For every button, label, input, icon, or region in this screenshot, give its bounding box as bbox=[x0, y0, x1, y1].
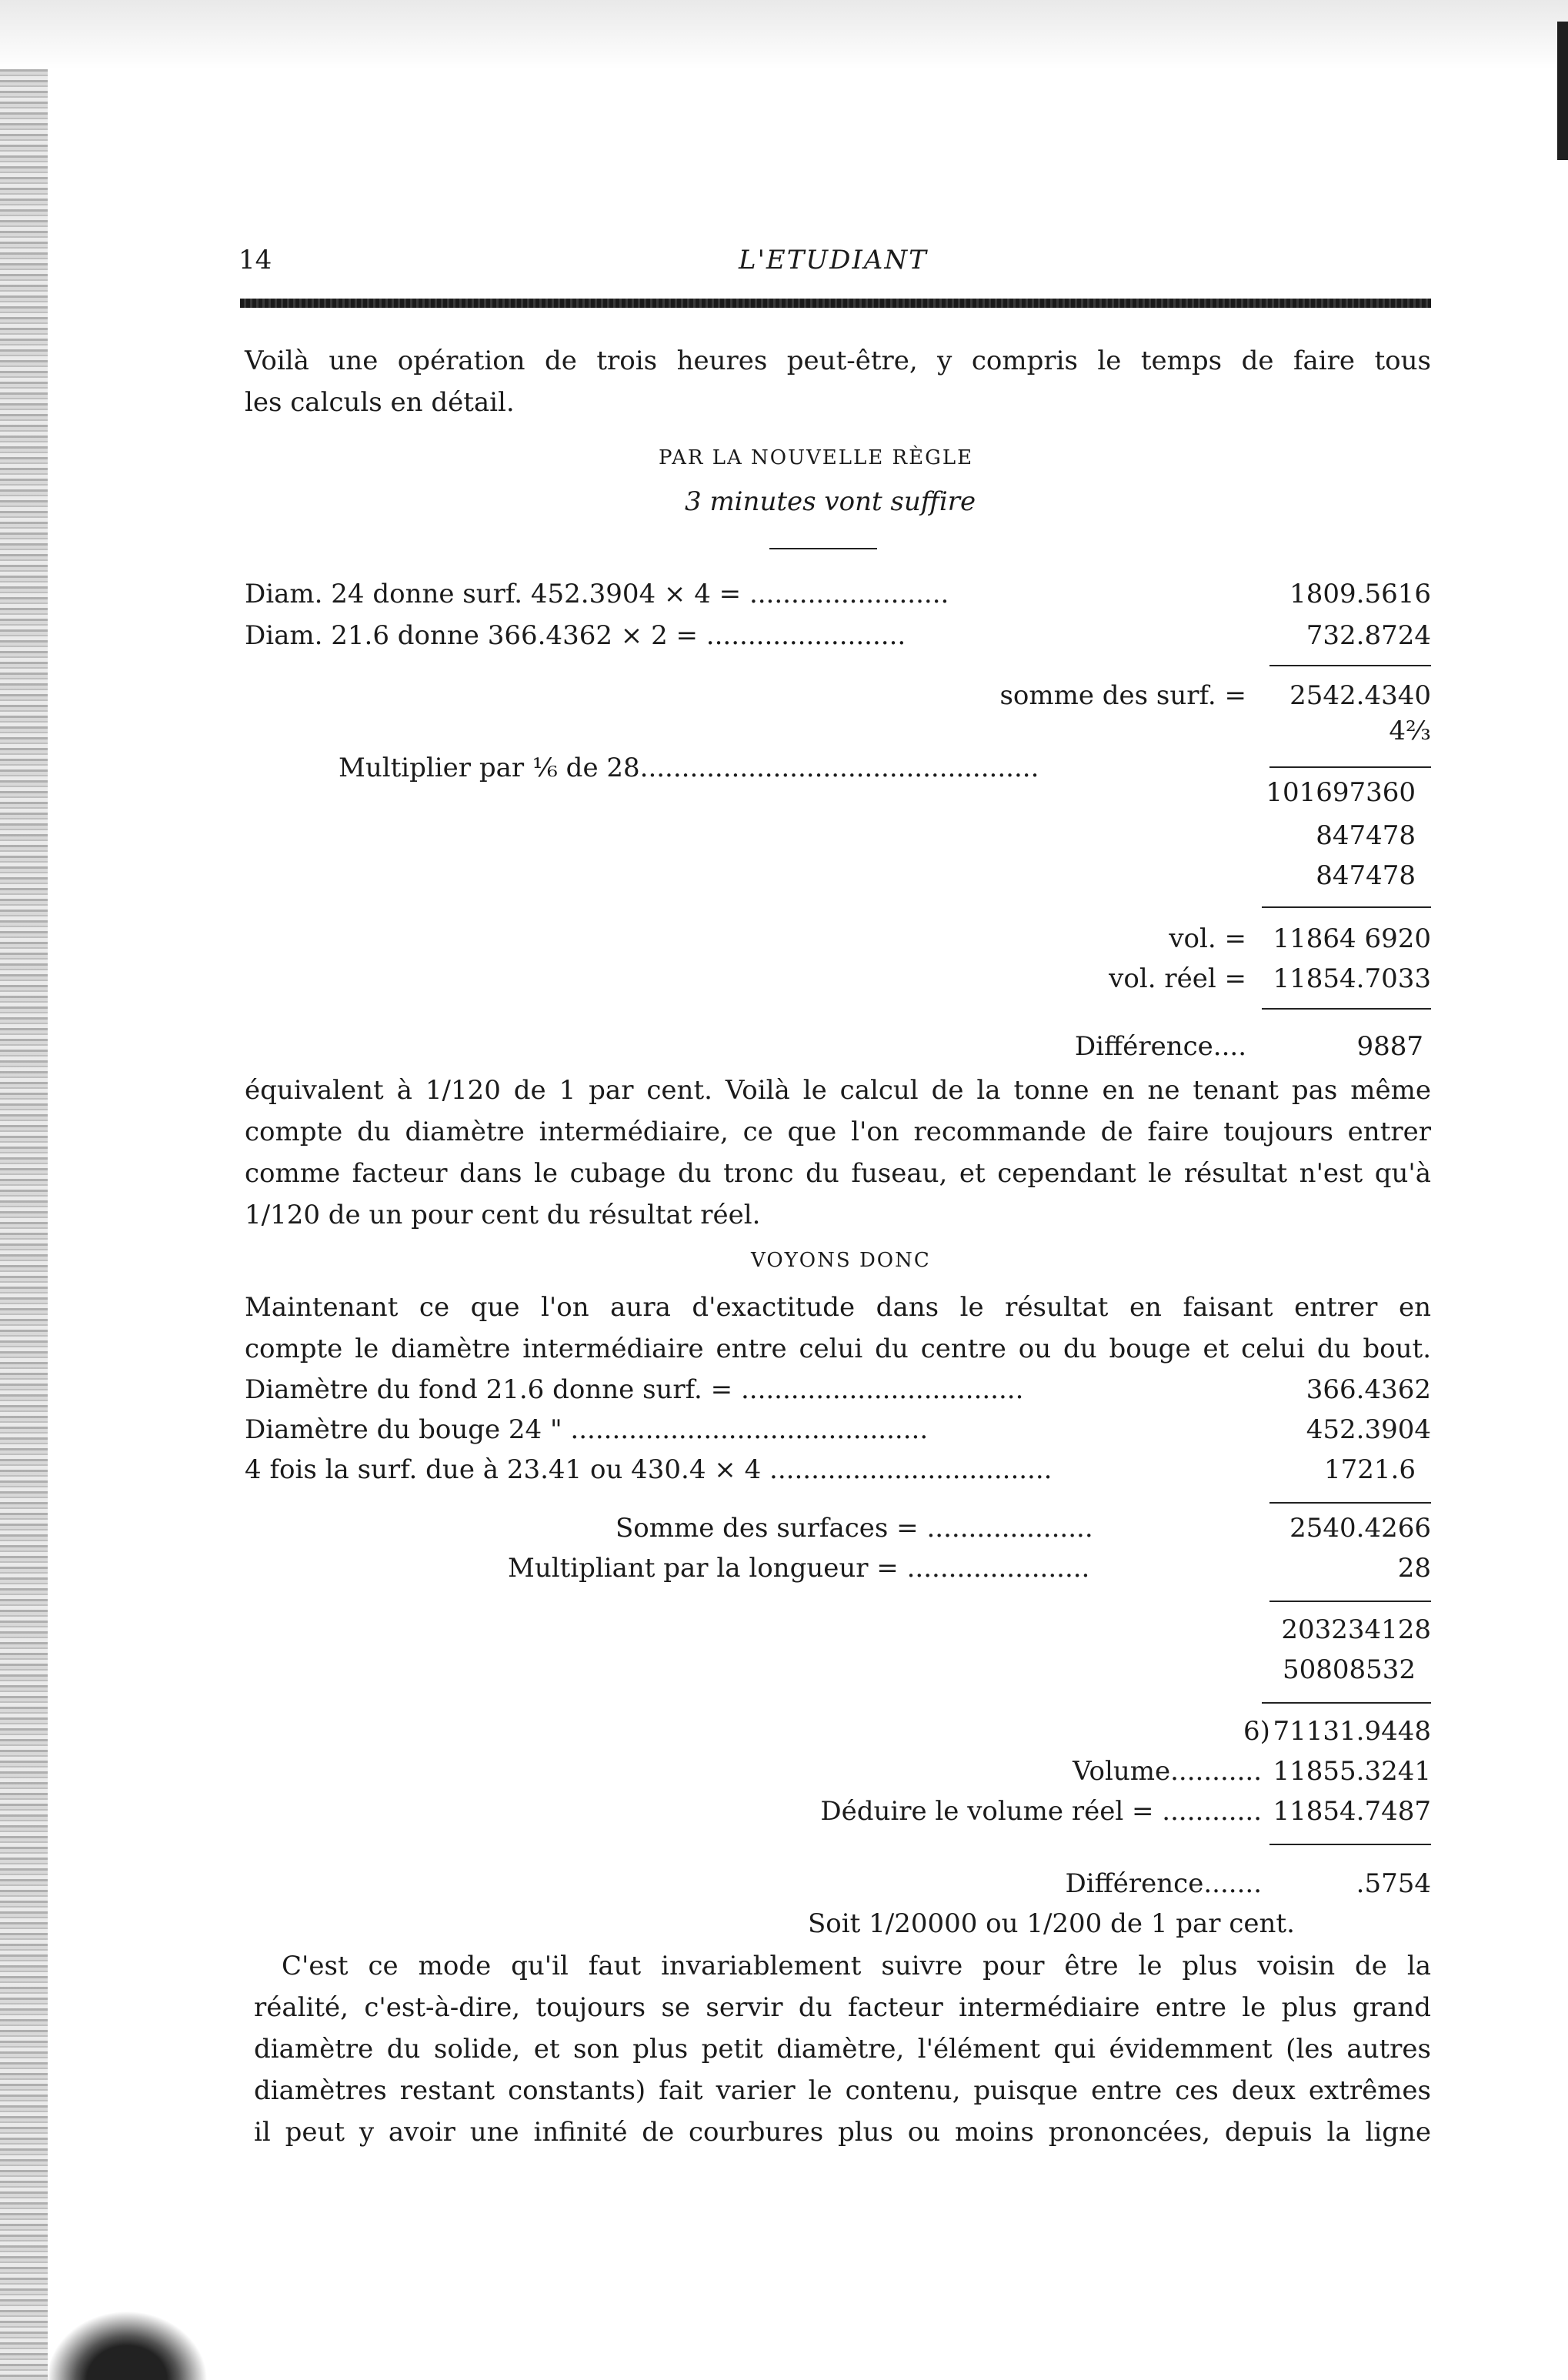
paragraph-line: compte le diamètre intermédiaire entre celui du centre ou du bouge et celui du bout. bbox=[245, 1334, 1431, 1364]
calc1-partial: 847478 bbox=[1316, 820, 1416, 851]
paragraph-line: réalité, c'est-à-dire, toujours se servir du facteur intermédiaire entre le plus grand bbox=[254, 1992, 1431, 2023]
calc1-vol-real-value: 11854.7033 bbox=[1273, 963, 1431, 994]
sum-rule bbox=[1269, 1502, 1431, 1504]
calc2-row3-label: 4 fois la surf. due à 23.41 ou 430.4 × 4 .................................. bbox=[245, 1454, 1053, 1485]
final-paragraph bbox=[254, 1945, 1431, 2153]
diff-rule bbox=[1269, 1844, 1431, 1845]
intro-paragraph bbox=[245, 340, 1431, 423]
paragraph-line: 1/120 de un pour cent du résultat réel. bbox=[245, 1200, 761, 1230]
voyons-paragraph bbox=[245, 1287, 1431, 1370]
paragraph-line: diamètre du solide, et son plus petit diamètre, l'élément qui évidemment (les autres bbox=[254, 2034, 1431, 2065]
journal-title: L'ETUDIANT bbox=[739, 245, 928, 275]
paragraph-line: comme facteur dans le cubage du tronc du fuseau, et cependant le résultat n'est qu'à bbox=[245, 1158, 1431, 1189]
intro-line: les calculs en détail. bbox=[245, 387, 515, 418]
partials-rule bbox=[1262, 906, 1431, 908]
paragraph-line: compte du diamètre intermédiaire, ce que l'on recommande de faire toujours entrer bbox=[245, 1117, 1431, 1147]
calc1-diff-label: Différence.... bbox=[1074, 1031, 1246, 1062]
calc2-division-value: 71131.9448 bbox=[1273, 1716, 1431, 1747]
diff-rule bbox=[1262, 1008, 1431, 1010]
section-title-voyons-donc: VOYONS DONC bbox=[751, 1249, 931, 1272]
calc2-length-label: Multipliant par la longueur = ...................... bbox=[508, 1553, 1090, 1584]
calc1-row2-label: Diam. 21.6 donne 366.4362 × 2 = ........................ bbox=[245, 620, 906, 651]
calc1-partial: 847478 bbox=[1316, 860, 1416, 891]
paragraph-line: diamètres restant constants) fait varier le contenu, puisque entre ces deux extrêmes bbox=[254, 2075, 1431, 2106]
calc2-row2-value: 452.3904 bbox=[1306, 1414, 1431, 1445]
paragraph-line: il peut y avoir une infinité de courbures plus ou moins prononcées, depuis la ligne bbox=[254, 2117, 1431, 2148]
middle-paragraph bbox=[245, 1070, 1431, 1236]
section-subtitle: 3 minutes vont suffire bbox=[685, 486, 976, 517]
calc2-sum-label: Somme des surfaces = .................... bbox=[616, 1513, 1093, 1544]
section-title-new-rule: PAR LA NOUVELLE RÈGLE bbox=[659, 446, 974, 469]
calc1-vol-real-label: vol. réel = bbox=[1109, 963, 1246, 994]
calc2-partial: 50808532 bbox=[1282, 1654, 1416, 1685]
calc1-sum-value: 2542.4340 bbox=[1289, 680, 1431, 711]
multiply-rule bbox=[1269, 1601, 1431, 1602]
calc1-row1-label: Diam. 24 donne surf. 452.3904 × 4 = ........................ bbox=[245, 579, 949, 609]
calc1-diff-value: 9887 bbox=[1356, 1031, 1423, 1062]
paragraph-line: équivalent à 1/120 de 1 par cent. Voilà le calcul de la tonne en ne tenant pas même bbox=[245, 1075, 1431, 1106]
calc2-soit-line: Soit 1/20000 ou 1/200 de 1 par cent. bbox=[808, 1908, 1295, 1939]
calc2-deduct-value: 11854.7487 bbox=[1273, 1796, 1431, 1827]
partials-rule bbox=[1262, 1702, 1431, 1704]
calc2-division-prefix: 6) bbox=[1243, 1716, 1270, 1747]
calc1-multiplier: 4⅔ bbox=[1389, 716, 1431, 746]
calc1-sum-label: somme des surf. = bbox=[999, 680, 1246, 711]
calc2-length-value: 28 bbox=[1397, 1553, 1431, 1584]
calc1-row2-value: 732.8724 bbox=[1306, 620, 1431, 651]
calc1-row1-value: 1809.5616 bbox=[1289, 579, 1431, 609]
calc1-vol-label: vol. = bbox=[1169, 923, 1246, 954]
calc2-diff-value: .5754 bbox=[1356, 1868, 1431, 1899]
calc2-volume-value: 11855.3241 bbox=[1273, 1756, 1431, 1787]
calc1-vol-value: 11864 6920 bbox=[1273, 923, 1431, 954]
calc2-row3-value: 1721.6 bbox=[1324, 1454, 1416, 1485]
sum-rule bbox=[1269, 665, 1431, 666]
intro-line: Voilà une opération de trois heures peut-être, y compris le temps de faire tous bbox=[245, 345, 1431, 376]
multiply-rule bbox=[1269, 766, 1431, 768]
calc2-row1-value: 366.4362 bbox=[1306, 1374, 1431, 1405]
calc2-volume-label: Volume........... bbox=[1073, 1756, 1262, 1787]
calc2-partial: 203234128 bbox=[1281, 1614, 1431, 1645]
paragraph-line: C'est ce mode qu'il faut invariablement suivre pour être le plus voisin de la bbox=[282, 1951, 1431, 1981]
calc2-deduct-label: Déduire le volume réel = ............ bbox=[820, 1796, 1262, 1827]
paragraph-line: Maintenant ce que l'on aura d'exactitude dans le résultat en faisant entrer en bbox=[245, 1292, 1431, 1323]
page-number: 14 bbox=[239, 245, 272, 275]
calc2-sum-value: 2540.4266 bbox=[1289, 1513, 1431, 1544]
calc2-row2-label: Diamètre du bouge 24 " ........................................... bbox=[245, 1414, 929, 1445]
calc1-multiply-label: Multiplier par ⅙ de 28................................................ bbox=[339, 753, 1039, 783]
header-rule bbox=[240, 299, 1431, 308]
calc2-row1-label: Diamètre du fond 21.6 donne surf. = .................................. bbox=[245, 1374, 1024, 1405]
section-divider bbox=[769, 548, 877, 549]
calc2-diff-label: Différence....... bbox=[1065, 1868, 1262, 1899]
calc1-partial: 101697360 bbox=[1266, 777, 1416, 808]
